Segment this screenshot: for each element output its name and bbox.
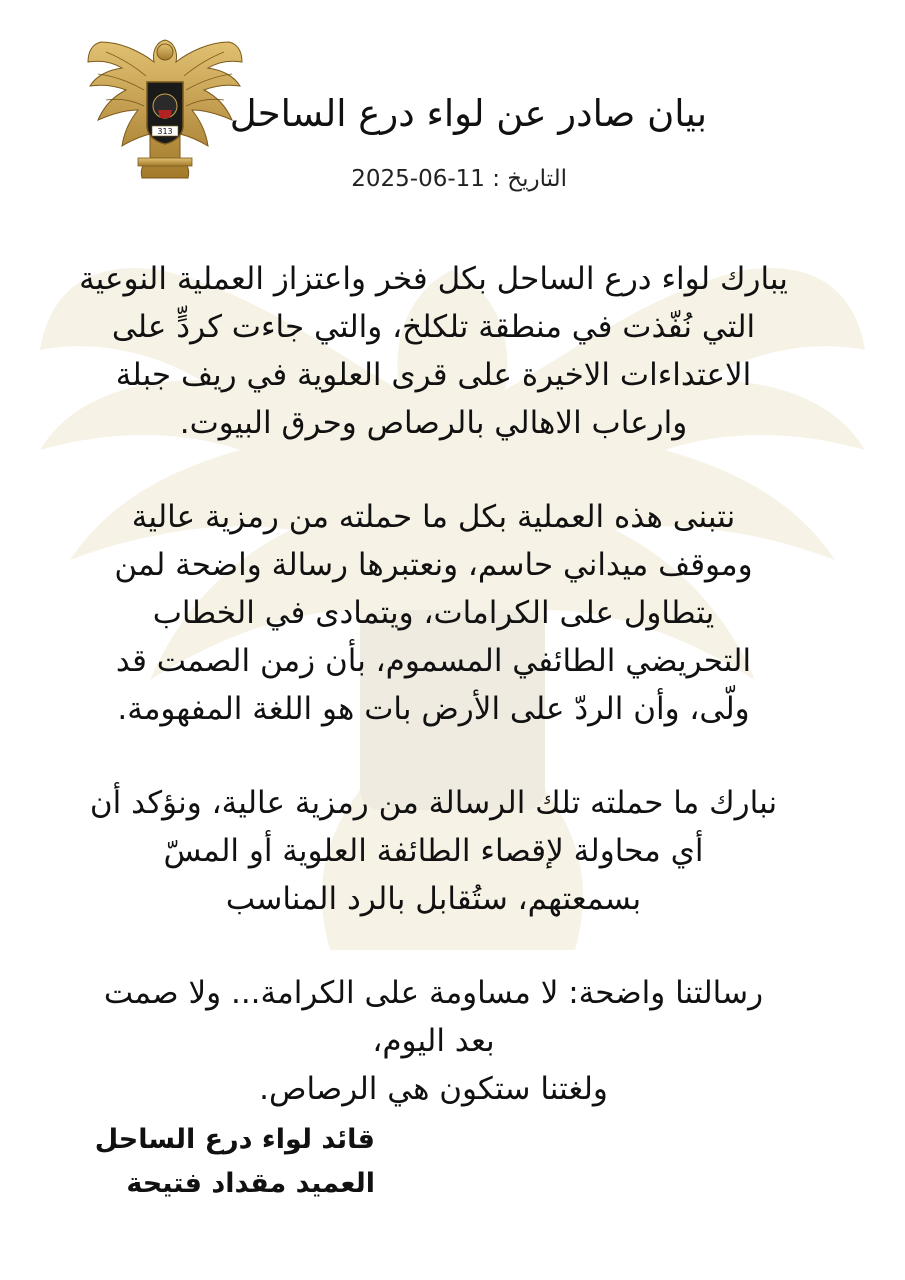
eagle-emblem-icon	[86, 30, 244, 180]
statement-body	[40, 255, 827, 1159]
date-value: 2025-06-11	[351, 166, 485, 192]
paragraph-4	[40, 969, 827, 1113]
document-header	[0, 0, 905, 220]
text-line: يبارك لواء درع الساحل بكل فخر واعتزاز العملية النوعية	[79, 261, 788, 297]
text-line: وارعاب الاهالي بالرصاص وحرق البيوت.	[179, 405, 688, 441]
text-line: ولّى، وأن الردّ على الأرض بات هو اللغة المفهومة.	[117, 691, 750, 727]
paragraph-2	[40, 493, 827, 733]
date-line	[351, 166, 567, 192]
signature-name: العميد مقداد فتيحة	[126, 1168, 375, 1199]
signature-title: قائد لواء درع الساحل	[94, 1124, 375, 1155]
text-line: نبارك ما حملته تلك الرسالة من رمزية عالية، ونؤكد أن	[89, 785, 778, 821]
text-line: بعد اليوم،	[372, 1023, 495, 1059]
text-line: رسالتنا واضحة: لا مساومة على الكرامة... ولا صمت	[103, 975, 764, 1011]
paragraph-3	[40, 779, 827, 923]
text-line: التحريضي الطائفي المسموم، بأن زمن الصمت قد	[115, 643, 752, 679]
paragraph-1	[40, 255, 827, 447]
text-line: بسمعتهم، ستُقابل بالرد المناسب	[225, 881, 642, 917]
text-line: وموقف ميداني حاسم، ونعتبرها رسالة واضحة لمن	[114, 547, 753, 583]
text-line: نتبنى هذه العملية بكل ما حملته من رمزية عالية	[131, 499, 736, 535]
signature-block	[95, 1118, 375, 1206]
text-line: أي محاولة لإقصاء الطائفة العلوية أو المسّ	[163, 833, 704, 869]
text-line: الاعتداءات الاخيرة على قرى العلوية في ريف جبلة	[115, 357, 752, 393]
emblem-number: 313	[157, 127, 173, 136]
text-line: التي نُفّذت في منطقة تلكلخ، والتي جاءت كردٍّ على	[111, 309, 756, 345]
text-line: يتطاول على الكرامات، ويتمادى في الخطاب	[152, 595, 715, 631]
page-title: بيان صادر عن لواء درع الساحل	[229, 92, 707, 135]
date-label: التاريخ :	[484, 166, 567, 192]
text-line: ولغتنا ستكون هي الرصاص.	[259, 1071, 608, 1107]
